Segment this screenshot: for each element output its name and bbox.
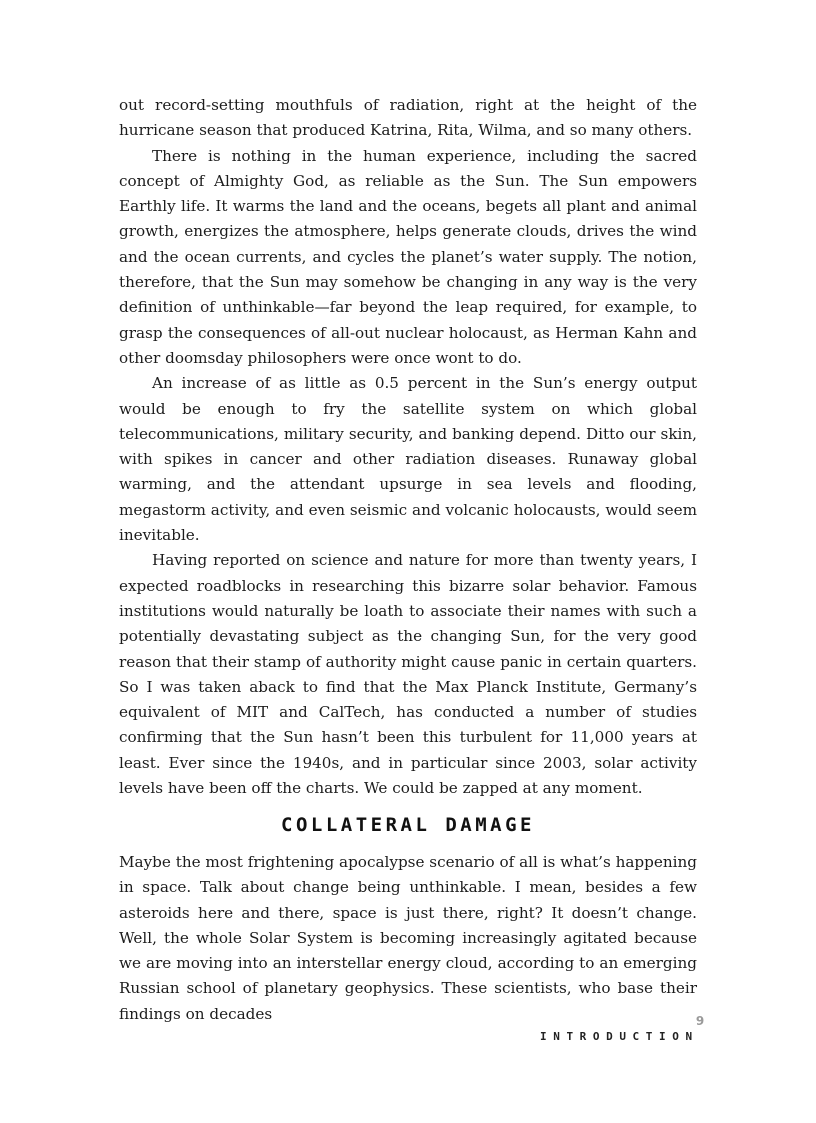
section-heading: COLLATERAL DAMAGE xyxy=(281,814,535,836)
paragraph-continuation: out record-setting mouthfuls of radiation, right at the height of the hurricane season that produced Katrina, Rita, Wilma, and so many others. xyxy=(119,96,697,140)
running-footer: INTRODUCTION xyxy=(540,1030,699,1043)
paragraph-max-planck: Having reported on science and nature for more than twenty years, I expected roadblocks in researching this bizarre solar behavior. Famous institutions would naturally be loath to associate their names with such a potentially devastating subject as the changing Sun, for the very good reason that their stamp of authority might cause panic in certain quarters. So I was taken aback to find that the Max Planck Institute, Germany’s equivalent of MIT and CalTech, has conducted a number of studies confirming that the Sun hasn’t been this turbulent for 11,000 years at least. Ever since the 1940s, and in particular since 2003, solar activity levels have been off the charts. We could be zapped at any moment. xyxy=(119,551,697,798)
paragraph-energy-output: An increase of as little as 0.5 percent in the Sun’s energy output would be enough to fry the satellite system on which global telecommunications, military security, and banking depend. Ditto our skin, with spikes in cancer and other radiation diseases. Runaway global warming, and the attendant upsurge in sea levels and flooding, megastorm activity, and even seismic and volcanic holocausts, would seem inevitable. xyxy=(119,374,697,545)
page-number: 9 xyxy=(695,1014,705,1028)
paragraph-collateral-damage: Maybe the most frightening apocalypse scenario of all is what’s happening in space. Talk about change being unthinkable. I mean, besides a few asteroids here and there, space is just there, right? It doesn’t change. Well, the whole Solar System is becoming increasingly agitated because we are moving into an interstellar energy cloud, according to an emerging Russian school of planetary geophysics. These scientists, who base their findings on decades xyxy=(119,853,697,1023)
paragraph-sun-reliability: There is nothing in the human experience, including the sacred concept of Almighty God, as reliable as the Sun. The Sun empowers Earthly life. It warms the land and the oceans, begets all plant and animal growth, energizes the atmosphere, helps generate clouds, drives the wind and the ocean currents, and cycles the planet’s water supply. The notion, therefore, that the Sun may somehow be changing in any way is the very definition of unthinkable—far beyond the leap required, for example, to grasp the consequences of all-out nuclear holocaust, as Herman Kahn and other doomsday philosophers were once wont to do. xyxy=(119,146,697,367)
body-text-bottom xyxy=(119,850,697,1027)
body-text-top xyxy=(119,93,697,801)
